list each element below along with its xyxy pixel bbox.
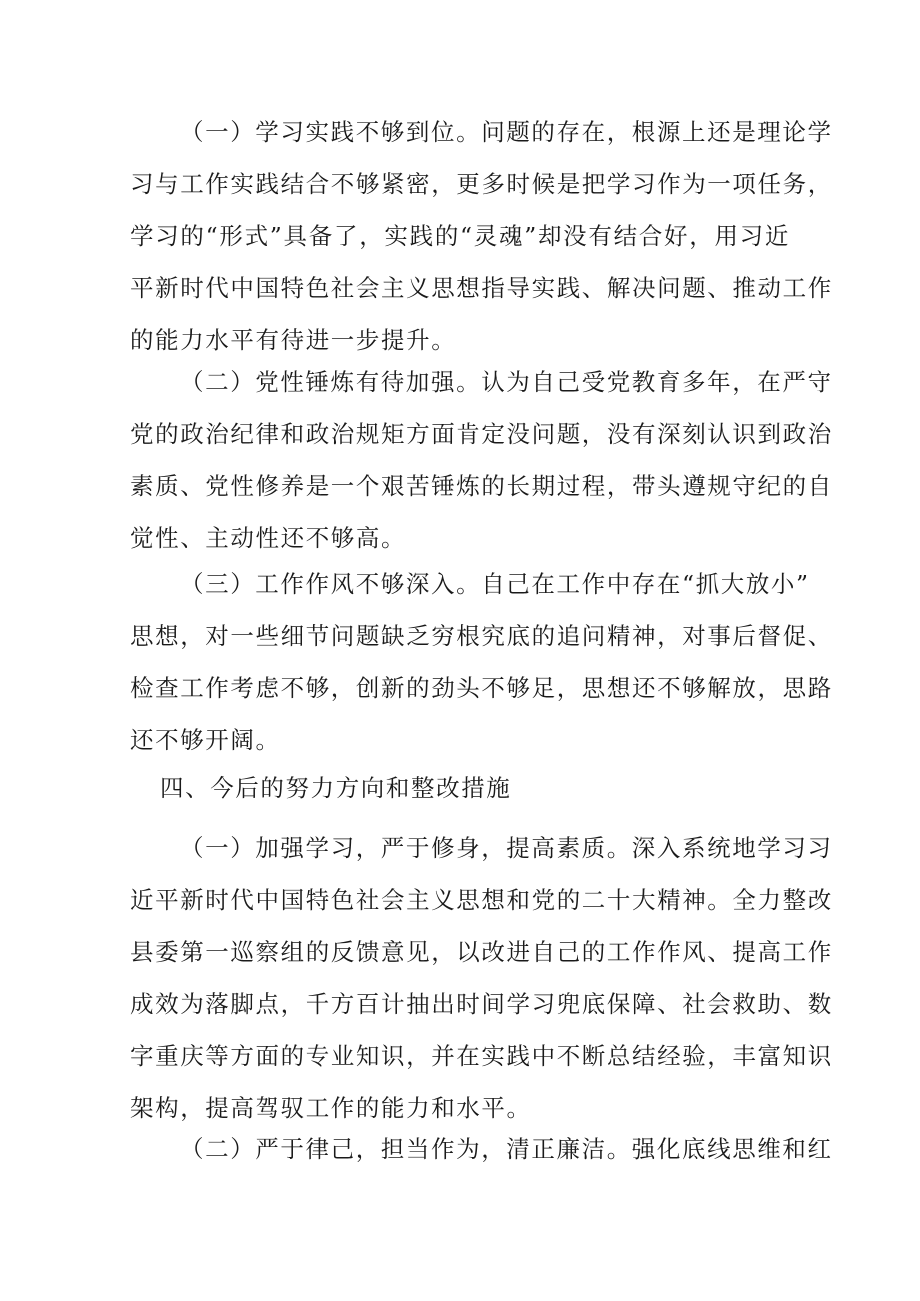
paragraph-line: 县委第一巡察组的反馈意见，以改进自己的工作作风、提高工作 [130,938,833,966]
paragraph-strengthen-learning [130,822,833,1134]
paragraph-line: 平新时代中国特色社会主义思想指导实践、解决问题、推动工作 [130,274,833,302]
section-heading [130,762,790,814]
paragraph-line: 学习的“形式”具备了，实践的“灵魂”却没有结合好，用习近 [130,222,790,250]
paragraph-line: 素质、党性修养是一个艰苦锤炼的长期过程，带头遵规守纪的自 [130,472,833,500]
section-heading-text: 四、今后的努力方向和整改措施 [160,774,512,802]
paragraph-line: 近平新时代中国特色社会主义思想和党的二十大精神。全力整改 [130,886,833,914]
paragraph-line: （一）学习实践不够到位。问题的存在，根源上还是理论学 [180,118,833,146]
paragraph-learning-practice [130,106,833,366]
paragraph-line: （三）工作作风不够深入。自己在工作中存在“抓大放小” [180,570,810,598]
paragraph-line: 习与工作实践结合不够紧密，更多时候是把学习作为一项任务， [130,170,833,198]
paragraph-line: （二）严于律己，担当作为，清正廉洁。强化底线思维和红 [180,1135,833,1163]
paragraph-line: 觉性、主动性还不够高。 [130,524,407,552]
paragraph-line: 字重庆等方面的专业知识，并在实践中不断总结经验，丰富知识 [130,1042,833,1070]
paragraph-line: 架构，提高驾驭工作的能力和水平。 [130,1094,532,1122]
paragraph-line: 思想，对一些细节问题缺乏穷根究底的追问精神，对事后督促、 [130,622,833,650]
paragraph-line: 成效为落脚点，千方百计抽出时间学习兜底保障、社会救助、数 [130,990,833,1018]
paragraph-line: 还不够开阔。 [130,726,281,754]
paragraph-party-spirit [130,356,833,564]
paragraph-line: （二）党性锤炼有待加强。认为自己受党教育多年，在严守 [180,368,833,396]
paragraph-line: 的能力水平有待进一步提升。 [130,326,457,354]
paragraph-line: 检查工作考虑不够，创新的劲头不够足，思想还不够解放，思路 [130,674,833,702]
paragraph-line: 党的政治纪律和政治规矩方面肯定没问题，没有深刻认识到政治 [130,420,833,448]
paragraph-self-discipline [130,1123,833,1175]
paragraph-work-style [130,558,833,766]
paragraph-line: （一）加强学习，严于修身，提高素质。深入系统地学习习 [180,834,833,862]
